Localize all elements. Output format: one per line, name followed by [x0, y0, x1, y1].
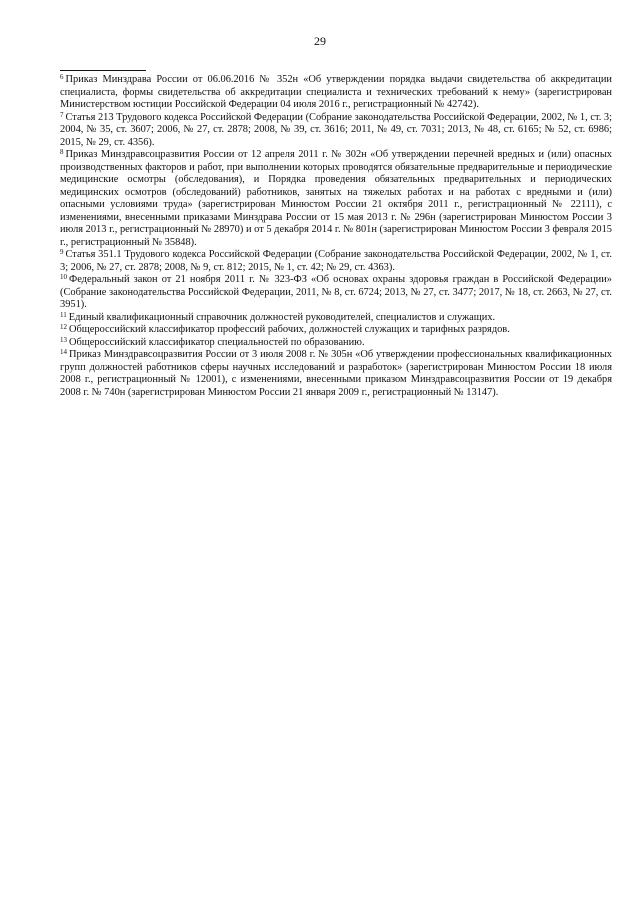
- footnote-6: [60, 74, 612, 112]
- footnote-number: 10: [60, 273, 67, 281]
- footnote-text: Статья 351.1 Трудового кодекса Российской Федерации (Собрание законодательства Российской Федерации, 2002, № 1, ст. 3; 2006, № 27, ст. 2878; 2008, № 9, ст. 812; 2015, № 1, ст. 42; № 29, ст. 4363).: [60, 249, 612, 273]
- footnote-text: Общероссийский классификатор специальностей по образованию.: [69, 336, 365, 348]
- footnote-text: Единый квалификационный справочник должностей руководителей, специалистов и служащих.: [68, 311, 496, 323]
- footnote-number: 13: [60, 335, 67, 344]
- footnote-8: [60, 149, 612, 249]
- footnote-11: [60, 312, 612, 325]
- footnote-9: [60, 249, 612, 274]
- footnote-10: [60, 274, 612, 312]
- footnote-number: 8: [60, 148, 64, 156]
- footnote-number: 11: [60, 310, 67, 319]
- footnote-number: 14: [60, 348, 67, 356]
- footnote-14: [60, 349, 612, 399]
- footnote-text: Приказ Минздрава России от 06.06.2016 № 352н «Об утверждении порядка выдачи свидетельства об аккредитации специалиста, формы свидетельства об аккредитации специалиста и технических требований к нему» (зарегистрирован Министерством юстиции Российской Федерации 04 июля 2016 г., регистрационный № 42742).: [60, 74, 612, 110]
- footnote-separator: [60, 70, 146, 71]
- footnote-number: 9: [60, 248, 64, 256]
- footnote-text: Статья 213 Трудового кодекса Российской Федерации (Собрание законодательства Российской Федерации, 2002, № 1, ст. 3; 2004, № 35, ст. 3607; 2006, № 27, ст. 2878; 2008, № 39, ст. 3616; 2011, № 49, ст. 7031; 2013, № 48, ст. 6165; № 52, ст. 6986; 2015, № 29, ст. 4356).: [60, 111, 612, 148]
- footnote-number: 12: [60, 323, 67, 331]
- page-number: 29: [314, 34, 326, 48]
- footnote-number: 7: [60, 110, 64, 119]
- footnote-12: [60, 324, 612, 337]
- footnote-7: [60, 112, 612, 150]
- footnote-text: Приказ Минздравсоцразвития России от 3 июля 2008 г. № 305н «Об утверждении профессиональных квалификационных групп должностей работников сферы научных исследований и разработок» (зарегистрирован Минюстом России 18 июля 2008 г., регистрационный № 12001), с изменениями, внесенными приказом Минздравсоцразвития России от 19 декабря 2008 г. № 740н (зарегистрирован Минюстом России 21 января 2009 г., регистрационный № 13147).: [60, 349, 612, 398]
- footnotes-section: [60, 74, 612, 399]
- footnote-text: Приказ Минздравсоцразвития России от 12 апреля 2011 г. № 302н «Об утверждении перечней вредных и (или) опасных производственных факторов и работ, при выполнении которых проводятся обязательные предварительные и периодические медицинские осмотры (обследования), и Порядка проведения обязательных предварительных и периодических медицинских осмотров (обследований) работников, занятых на тяжелых работах и на работах с вредными и (или) опасными условиями труда» (зарегистрирован Минюстом России 21 октября 2011 г., регистрационный № 22111), с изменениями, внесенными приказами Минздрава России от 15 мая 2013 г. № 296н (зарегистрирован Минюстом России 3 июля 2013 г., регистрационный № 28970) и от 5 декабря 2014 г. № 801н (зарегистрирован Минюстом России 3 февраля 2015 г., регистрационный № 35848).: [60, 149, 612, 248]
- footnote-text: Общероссийский классификатор профессий рабочих, должностей служащих и тарифных разрядов.: [69, 324, 510, 335]
- footnote-number: 6: [60, 73, 64, 81]
- footnote-13: [60, 337, 612, 350]
- footnote-text: Федеральный закон от 21 ноября 2011 г. № 323-ФЗ «Об основах охраны здоровья граждан в Российской Федерации» (Собрание законодательства Российской Федерации, 2011, № 8, ст. 6724; 2013, № 27, ст. 3477; 2017, № 18, ст. 2663, № 27, ст. 3951).: [60, 274, 612, 310]
